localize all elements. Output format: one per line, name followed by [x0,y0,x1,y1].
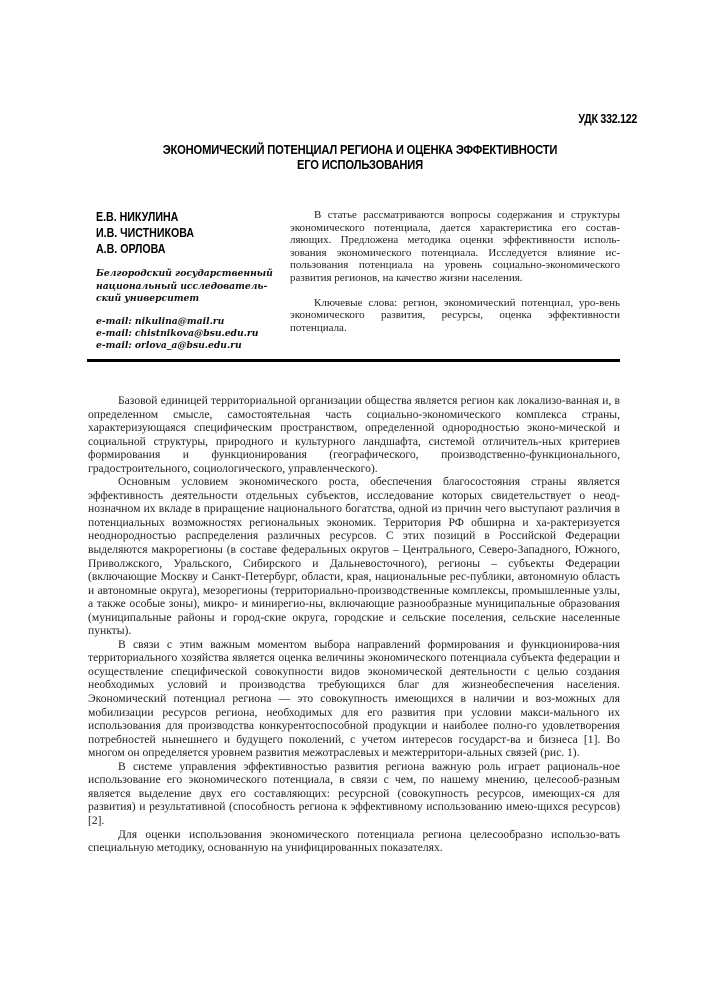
author-affiliation: Белгородский государственный национальный исследователь-ский университет [96,268,273,304]
body-paragraph: Базовой единицей территориальной организации общества является регион как локализо-ванная и, в определенном смысле, самостоятельная часть социально-экономического комплекса страны, характеризующаяся специфическим пространством, определенной однородностью эконо-мической и социальной структуры, природного и культурного ландшафта, системой отличитель-ных критериев формирования и функционирования (географического, производственно-функционального, градостроительного, социологического, управленческого). [88,394,620,475]
author-name: И.В. ЧИСТНИКОВА [96,226,195,240]
author-email[interactable]: e-mail: nikulina@mail.ru [96,315,225,327]
article-title-line-2: ЕГО ИСПОЛЬЗОВАНИЯ [297,157,423,172]
article-title [100,142,620,172]
author-email[interactable]: e-mail: orlova_a@bsu.edu.ru [96,339,242,351]
article-title-line-1: ЭКОНОМИЧЕСКИЙ ПОТЕНЦИАЛ РЕГИОНА И ОЦЕНКА ЭФФЕКТИВНОСТИ [162,142,558,157]
author-name: А.В. ОРЛОВА [96,242,166,256]
author-email[interactable]: e-mail: chistnikova@bsu.edu.ru [96,327,259,339]
author-emails [96,316,276,352]
keywords: Ключевые слова: регион, экономический потенциал, уро-вень экономического развития, ресурсы, оценка эффективности потенциала. [290,296,620,334]
body-paragraph: Основным условием экономического роста, обеспечения благосостояния страны является эффективность деятельности отдельных субъектов, исследование которых свидетельствует о неод-нозначном их вкладе в приращение национального богатства, одной из причин чего выступают различия в потенциальных возможностях региональных экономик. Территория РФ обширна и ха-рактеризуется неоднородностью распределения различных ресурсов. С этих позиций в Российской Федерации выделяются макрорегионы (в составе федеральных округов – Центрального, Северо-Западного, Южного, Приволжского, Уральского, Сибирского и Дальневосточного), регионы – субъекты Федерации (включающие Москву и Санкт-Петербург, области, края, национальные рес-публики, автономную область и автономные округа), мезорегионы (территориально-производственные комплексы, промышленные узлы, а также особые зоны), микро- и минирегио-ны, включающие разнообразные муниципальные образования (муниципальные районы и город-ские округа, городские и сельские поселения, сельские населенные пункты). [88,475,620,638]
body-paragraph: В системе управления эффективностью развития региона важную роль играет рациональ-ное использование его экономического потенциала, в связи с чем, по нашему мнению, целесооб-разным является выделение двух его составляющих: ресурсной (совокупность ресурсов, имеющих-ся для развития) и результативной (способность региона к эффективному использованию имею-щихся ресурсов) [2]. [88,759,620,827]
author-block [96,209,276,352]
udk-code: УДК 332.122 [578,112,637,126]
abstract [290,209,620,334]
author-name: Е.В. НИКУЛИНА [96,210,179,224]
section-divider [87,359,620,362]
abstract-text: В статье рассматриваются вопросы содержания и структуры экономического потенциала, дается характеристика его состав-ляющих. Предложена методика оценки эффективности исполь-зования экономического потенциала. Исследуется влияние ис-пользования потенциала на уровень социально-экономического развития регионов, на качество жизни населения. [290,209,620,284]
article-body [88,394,620,855]
body-paragraph: В связи с этим важным моментом выбора направлений формирования и функционирова-ния территориального хозяйства является оценка величины экономического потенциала субъекта федерации и осуществление специфической совокупности видов экономической деятельности с целью создания необходимых условий и производства требующихся благ для жизнеобеспечения населения. Экономический потенциал региона — это совокупность имеющихся в наличии и воз-можных для мобилизации ресурсов региона, необходимых для его развития при условии макси-мального их использования для производства конкурентоспособной продукции и наиболее полно-го удовлетворения потребностей нынешнего и будущего поколений, с учетом интересов государст-ва и бизнеса [1]. Во многом он определяется уровнем развития межотраслевых и межтерритори-альных связей (рис. 1). [88,637,620,760]
body-paragraph: Для оценки использования экономического потенциала региона целесообразно использо-вать специальную методику, основанную на унифицированных показателях. [88,827,620,855]
